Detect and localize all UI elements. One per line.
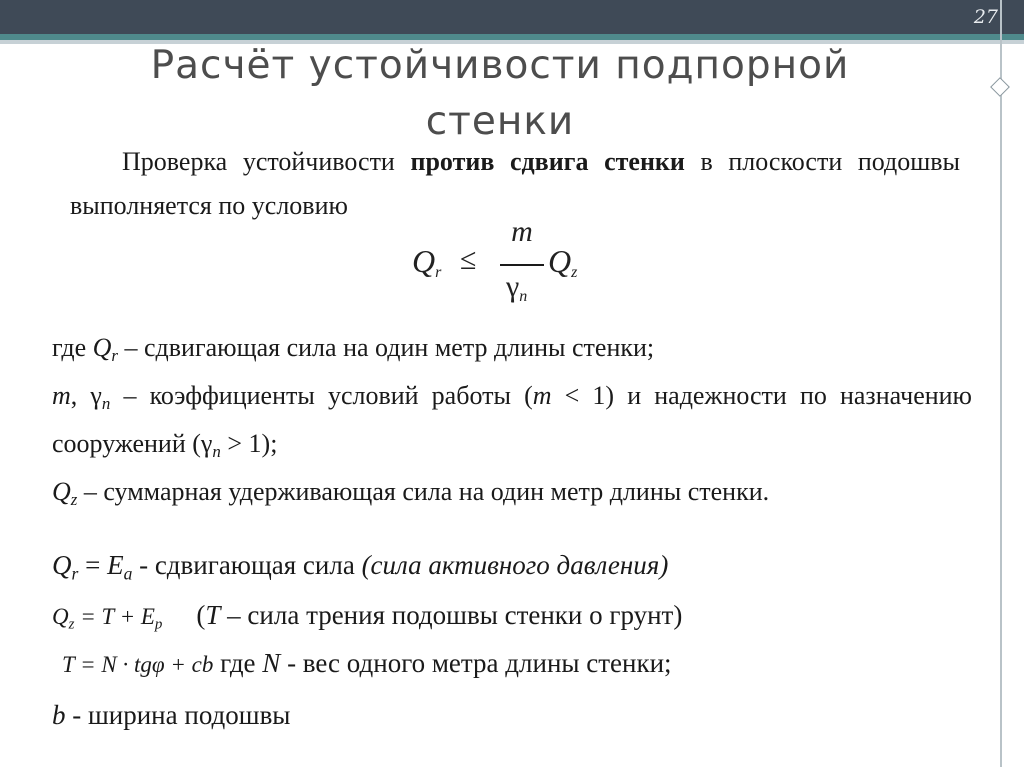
- t-formula: T = N · tgφ + cb: [62, 652, 214, 677]
- line-qr-ea: $Q_r = E_a$ - сдвигающая сила (сила активного давления): [52, 550, 669, 584]
- header-bar: [0, 0, 1024, 34]
- intro-text-1: Проверка устойчивости: [122, 147, 411, 176]
- definition-coefficients: m, $\gamma_n$ – коэффициенты условий работы (m < 1) и надежности по назначению сооружений $(\gamma_n > 1)$;: [52, 381, 972, 462]
- shear-condition-formula: [410, 215, 610, 320]
- title-line-1: Расчёт устойчивости подпорной: [150, 43, 850, 88]
- definitions-block: [52, 328, 972, 520]
- formula-numerator: m: [511, 215, 533, 248]
- line-b-definition: b - ширина подошвы: [52, 700, 291, 730]
- intro-bold-text: против сдвига стенки: [410, 147, 685, 176]
- definition-qr: где $Q_r$ – сдвигающая сила на один метр длины стенки;: [52, 333, 655, 366]
- definition-qz: $Q_z$ – суммарная удерживающая сила на один метр длины стенки.: [52, 477, 770, 510]
- formula-denominator: $\gamma_n$: [506, 270, 528, 305]
- formula-relation: ≤: [460, 243, 477, 276]
- page-number: 27: [973, 6, 998, 28]
- formula-rhs: $Q_z$: [548, 243, 578, 281]
- qz-formula: $Q_z = T + E_p$: [52, 604, 163, 633]
- intro-text-2: в плоскости подошвы выполняется по условию: [70, 147, 960, 220]
- right-vertical-rule: [1000, 0, 1002, 767]
- title-line-2: стенки: [425, 99, 575, 144]
- formula-lhs: $Q_r$: [412, 243, 442, 281]
- slide-title: [40, 38, 960, 150]
- diamond-marker-icon: [990, 77, 1010, 97]
- line-qz-formula: $Q_z = T + E_p$ (T – сила трения подошвы стенки о грунт): [52, 600, 683, 633]
- fraction-bar: [500, 264, 544, 266]
- line-t-formula: T = N · tgφ + cb где N - вес одного метра длины стенки;: [62, 648, 672, 678]
